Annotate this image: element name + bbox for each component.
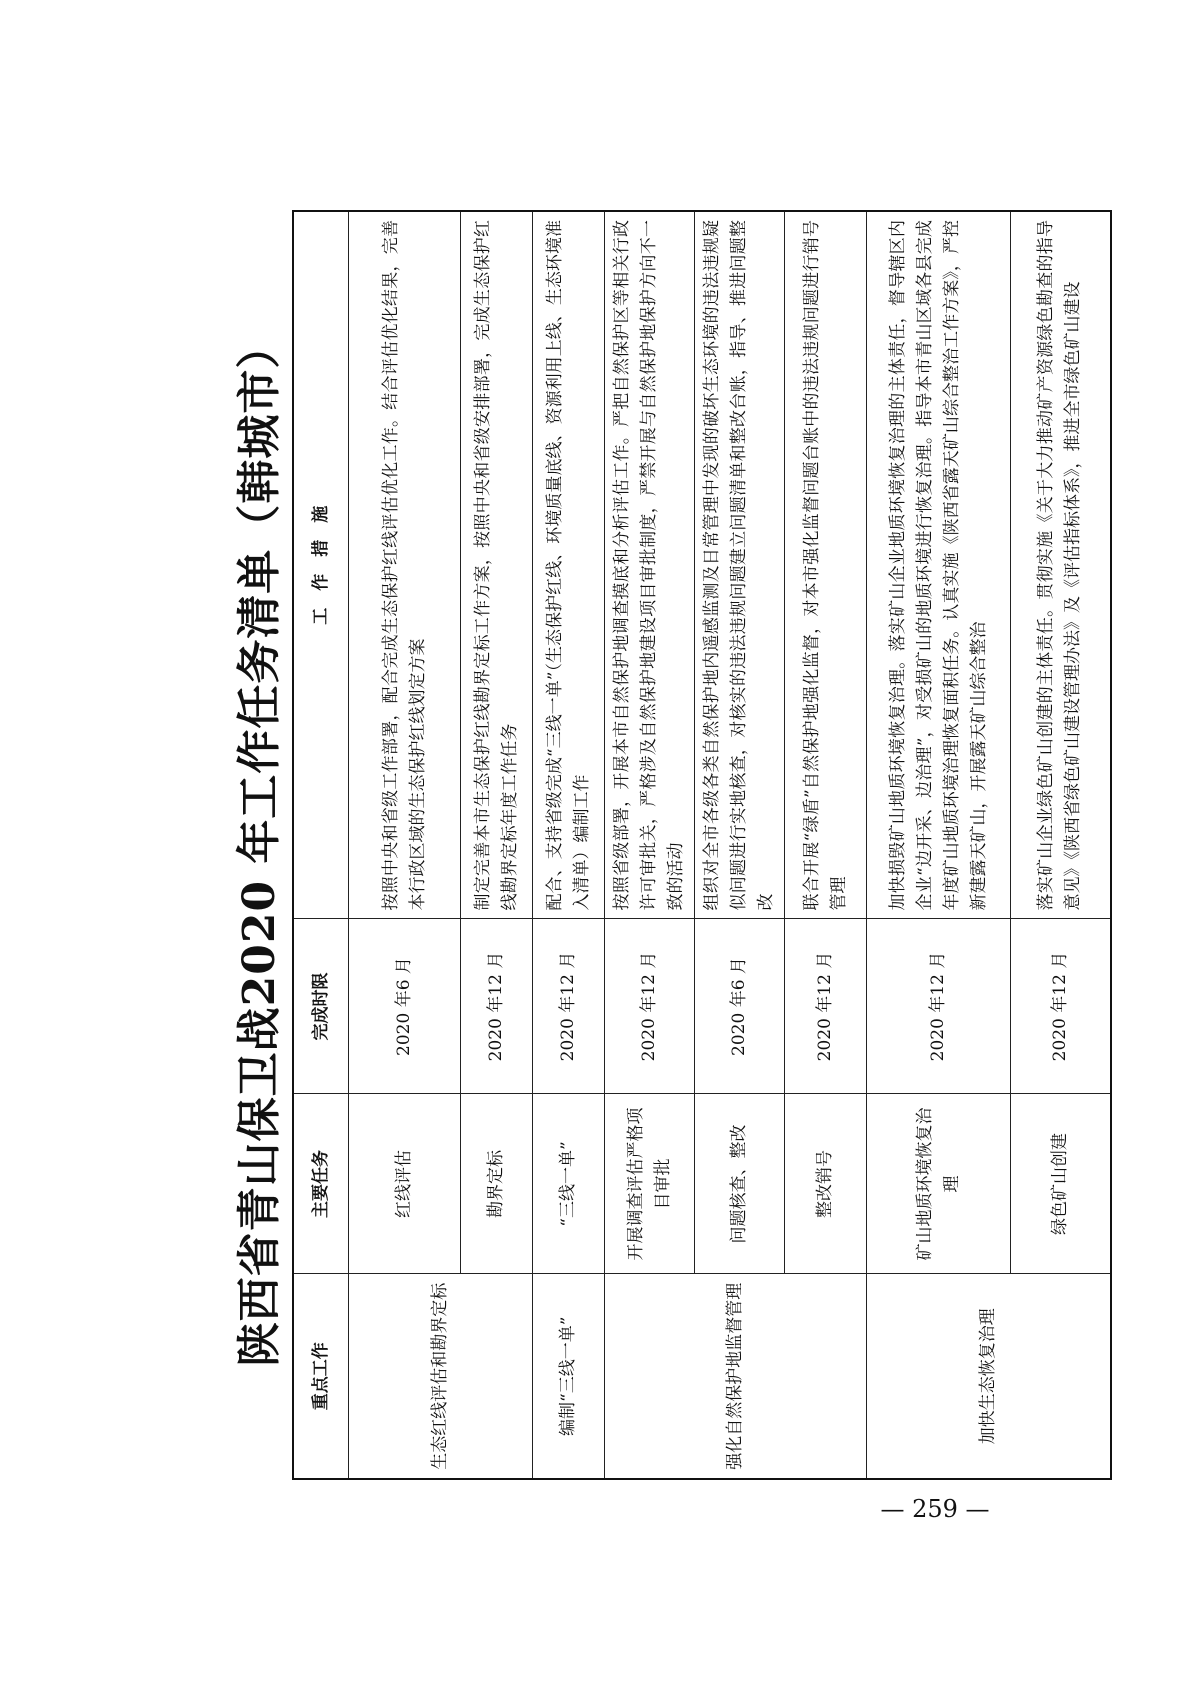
table-row — [349, 211, 461, 1479]
main-task-cell: 矿山地质环境恢复治理 — [867, 1094, 1011, 1274]
main-task-cell: 整改销号 — [785, 1094, 867, 1274]
key-work-cell: 生态红线评估和勘界定标 — [349, 1274, 533, 1479]
measures-cell: 联合开展“绿盾”自然保护地强化监督，对本市强化监督问题台账中的违法违规问题进行销号管理 — [785, 211, 867, 919]
measures-cell: 按照省级部署，开展本市自然保护地调查摸底和分析评估工作。严把自然保护区等相关行政许可审批关，严格涉及自然保护地建设项目审批制度，严禁开展与自然保护地保护方向不一致的活动 — [605, 211, 695, 919]
page-number: — 259 — — [880, 1495, 990, 1523]
deadline-cell: 2020 年6 月 — [695, 919, 785, 1094]
measures-cell: 落实矿山企业绿色矿山创建的主体责任。贯彻实施《关于大力推动矿产资源绿色勘查的指导意见》《陕西省绿色矿山建设管理办法》及《评估指标体系》，推进全市绿色矿山建设 — [1011, 211, 1111, 919]
header-key-work: 重点工作 — [293, 1274, 349, 1479]
measures-cell: 加快损毁矿山地质环境恢复治理。落实矿山企业地质环境恢复治理的主体责任，督导辖区内企业“边开采、边治理”，对受损矿山的地质环境进行恢复治理。指导本市青山区域各县完成年度矿山地质环境治理恢复面积任务。认真实施《陕西省露天矿山综合整治工作方案》，严控新建露天矿山，开展露天矿山综合整治 — [867, 211, 1011, 919]
table-row — [605, 211, 695, 1479]
task-list-table — [292, 210, 1112, 1480]
table-row — [867, 211, 1011, 1479]
main-task-cell: 问题核查、整改 — [695, 1094, 785, 1274]
measures-cell: 制定完善本市生态保护红线勘界定标工作方案，按照中央和省级安排部署，完成生态保护红线勘界定标年度工作任务 — [461, 211, 533, 919]
deadline-cell: 2020 年12 月 — [461, 919, 533, 1094]
deadline-cell: 2020 年12 月 — [1011, 919, 1111, 1094]
main-task-cell: 开展调查评估严格项目审批 — [605, 1094, 695, 1274]
header-measures: 工 作 措 施 — [293, 211, 349, 919]
header-deadline: 完成时限 — [293, 919, 349, 1094]
page-title: 陕西省青山保卫战2020 年工作任务清单（韩城市） — [234, 323, 285, 1367]
table-header-row — [293, 211, 349, 1479]
measures-cell: 按照中央和省级工作部署，配合完成生态保护红线评估优化工作。结合评估优化结果，完善本行政区域的生态保护红线划定方案 — [349, 211, 461, 919]
header-main-task: 主要任务 — [293, 1094, 349, 1274]
rotated-page-content — [230, 210, 1130, 1480]
main-task-cell: “三线一单” — [533, 1094, 605, 1274]
deadline-cell: 2020 年12 月 — [533, 919, 605, 1094]
key-work-cell: 强化自然保护地监督管理 — [605, 1274, 867, 1479]
main-task-cell: 勘界定标 — [461, 1094, 533, 1274]
deadline-cell: 2020 年12 月 — [867, 919, 1011, 1094]
measures-cell: 配合、支持省级完成“三线一单”（生态保护红线、环境质量底线、资源利用上线、生态环境准入清单）编制工作 — [533, 211, 605, 919]
key-work-cell: 编制“三线一单” — [533, 1274, 605, 1479]
table-row — [533, 211, 605, 1479]
main-task-cell: 绿色矿山创建 — [1011, 1094, 1111, 1274]
deadline-cell: 2020 年12 月 — [605, 919, 695, 1094]
deadline-cell: 2020 年6 月 — [349, 919, 461, 1094]
main-task-cell: 红线评估 — [349, 1094, 461, 1274]
key-work-cell: 加快生态恢复治理 — [867, 1274, 1111, 1479]
deadline-cell: 2020 年12 月 — [785, 919, 867, 1094]
measures-cell: 组织对全市各级各类自然保护地内遥感监测及日常管理中发现的破坏生态环境的违法违规疑似问题进行实地核查，对核实的违法违规问题建立问题清单和整改台账，指导、推进问题整改 — [695, 211, 785, 919]
